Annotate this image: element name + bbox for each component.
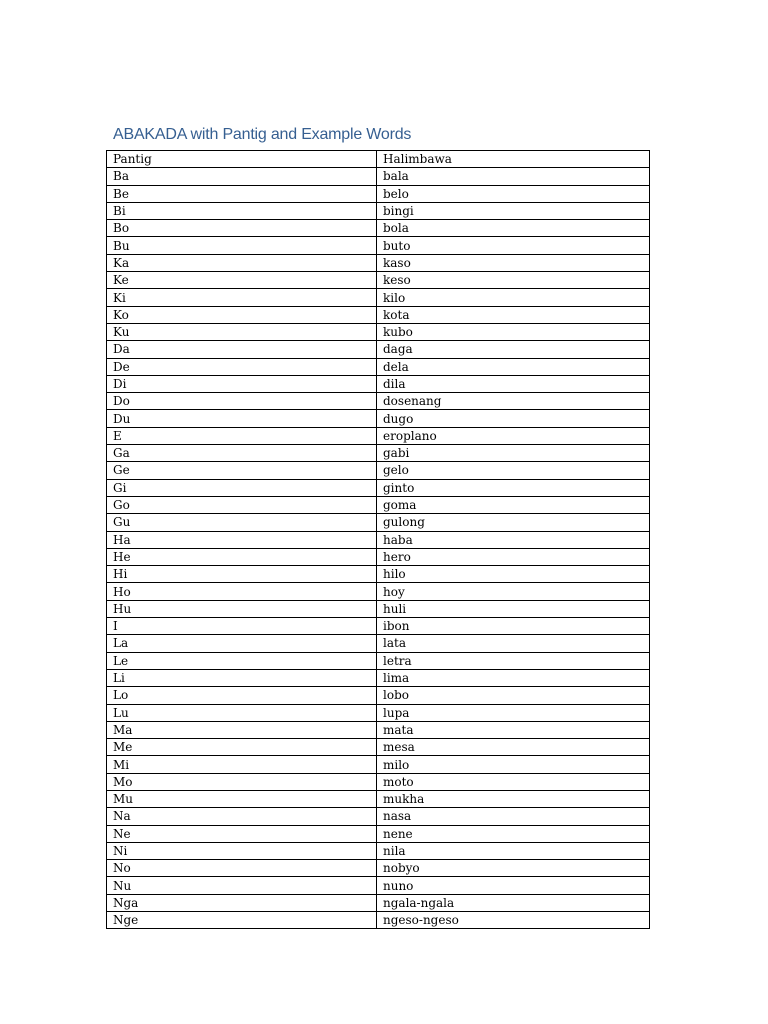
halimbawa-cell: kubo: [377, 323, 650, 340]
halimbawa-cell: ngeso-ngeso: [377, 912, 650, 929]
halimbawa-cell: mata: [377, 721, 650, 738]
halimbawa-cell: nobyo: [377, 860, 650, 877]
pantig-cell: I: [107, 618, 377, 635]
pantig-cell: Mu: [107, 790, 377, 807]
pantig-cell: Du: [107, 410, 377, 427]
pantig-cell: Go: [107, 496, 377, 513]
table-row: [107, 514, 650, 531]
pantig-cell: Ne: [107, 825, 377, 842]
halimbawa-cell: lupa: [377, 704, 650, 721]
table-row: [107, 894, 650, 911]
pantig-cell: Ge: [107, 462, 377, 479]
pantig-cell: He: [107, 548, 377, 565]
halimbawa-cell: mukha: [377, 790, 650, 807]
table-row: [107, 393, 650, 410]
halimbawa-cell: ibon: [377, 618, 650, 635]
pantig-cell: Mo: [107, 773, 377, 790]
pantig-cell: De: [107, 358, 377, 375]
halimbawa-cell: nene: [377, 825, 650, 842]
table-row: [107, 687, 650, 704]
table-row: [107, 272, 650, 289]
table-row: [107, 185, 650, 202]
halimbawa-cell: hero: [377, 548, 650, 565]
pantig-cell: Do: [107, 393, 377, 410]
table-row: [107, 289, 650, 306]
table-row: [107, 912, 650, 929]
table-body: [107, 168, 650, 929]
halimbawa-cell: ngala-ngala: [377, 894, 650, 911]
halimbawa-cell: buto: [377, 237, 650, 254]
pantig-cell: Bi: [107, 202, 377, 219]
table-row: [107, 860, 650, 877]
table-row: [107, 168, 650, 185]
halimbawa-cell: nuno: [377, 877, 650, 894]
table-row: [107, 635, 650, 652]
table-row: [107, 202, 650, 219]
table-row: [107, 790, 650, 807]
halimbawa-cell: letra: [377, 652, 650, 669]
pantig-cell: Ha: [107, 531, 377, 548]
halimbawa-cell: goma: [377, 496, 650, 513]
abakada-table: [106, 150, 650, 929]
pantig-cell: Bu: [107, 237, 377, 254]
halimbawa-cell: keso: [377, 272, 650, 289]
pantig-cell: Lo: [107, 687, 377, 704]
pantig-cell: Ni: [107, 842, 377, 859]
pantig-cell: Da: [107, 341, 377, 358]
pantig-cell: Nge: [107, 912, 377, 929]
header-halimbawa: Halimbawa: [377, 151, 650, 168]
halimbawa-cell: moto: [377, 773, 650, 790]
halimbawa-cell: lobo: [377, 687, 650, 704]
table-row: [107, 583, 650, 600]
header-row: [107, 151, 650, 168]
table-row: [107, 375, 650, 392]
halimbawa-cell: ginto: [377, 479, 650, 496]
pantig-cell: Bo: [107, 220, 377, 237]
pantig-cell: Di: [107, 375, 377, 392]
pantig-cell: Hu: [107, 600, 377, 617]
pantig-cell: Ga: [107, 445, 377, 462]
table-row: [107, 808, 650, 825]
halimbawa-cell: bingi: [377, 202, 650, 219]
page-title: ABAKADA with Pantig and Example Words: [113, 126, 412, 143]
table-row: [107, 358, 650, 375]
pantig-cell: Ka: [107, 254, 377, 271]
header-pantig: Pantig: [107, 151, 377, 168]
halimbawa-cell: mesa: [377, 739, 650, 756]
table-row: [107, 445, 650, 462]
table-row: [107, 704, 650, 721]
pantig-cell: Gu: [107, 514, 377, 531]
halimbawa-cell: milo: [377, 756, 650, 773]
table-row: [107, 427, 650, 444]
pantig-cell: Ku: [107, 323, 377, 340]
halimbawa-cell: dosenang: [377, 393, 650, 410]
halimbawa-cell: gabi: [377, 445, 650, 462]
table-row: [107, 618, 650, 635]
pantig-cell: Hi: [107, 566, 377, 583]
table-row: [107, 548, 650, 565]
pantig-cell: Ko: [107, 306, 377, 323]
table-row: [107, 739, 650, 756]
pantig-cell: Nu: [107, 877, 377, 894]
table-row: [107, 531, 650, 548]
table-row: [107, 756, 650, 773]
pantig-cell: Le: [107, 652, 377, 669]
halimbawa-cell: nila: [377, 842, 650, 859]
halimbawa-cell: bola: [377, 220, 650, 237]
pantig-cell: Ma: [107, 721, 377, 738]
halimbawa-cell: daga: [377, 341, 650, 358]
table-row: [107, 323, 650, 340]
pantig-cell: Gi: [107, 479, 377, 496]
table-row: [107, 842, 650, 859]
table-header: [107, 151, 650, 168]
halimbawa-cell: bala: [377, 168, 650, 185]
halimbawa-cell: lata: [377, 635, 650, 652]
pantig-cell: Na: [107, 808, 377, 825]
pantig-cell: Ke: [107, 272, 377, 289]
pantig-cell: La: [107, 635, 377, 652]
pantig-cell: Ho: [107, 583, 377, 600]
halimbawa-cell: eroplano: [377, 427, 650, 444]
table-row: [107, 652, 650, 669]
halimbawa-cell: kota: [377, 306, 650, 323]
pantig-cell: Mi: [107, 756, 377, 773]
table-row: [107, 496, 650, 513]
halimbawa-cell: hilo: [377, 566, 650, 583]
table-row: [107, 237, 650, 254]
halimbawa-cell: kaso: [377, 254, 650, 271]
halimbawa-cell: belo: [377, 185, 650, 202]
halimbawa-cell: kilo: [377, 289, 650, 306]
table-row: [107, 341, 650, 358]
table-row: [107, 721, 650, 738]
halimbawa-cell: dugo: [377, 410, 650, 427]
halimbawa-cell: nasa: [377, 808, 650, 825]
table-row: [107, 306, 650, 323]
halimbawa-cell: haba: [377, 531, 650, 548]
halimbawa-cell: dila: [377, 375, 650, 392]
table-row: [107, 410, 650, 427]
pantig-cell: No: [107, 860, 377, 877]
pantig-cell: Me: [107, 739, 377, 756]
pantig-cell: E: [107, 427, 377, 444]
table-row: [107, 773, 650, 790]
pantig-cell: Ba: [107, 168, 377, 185]
table-row: [107, 254, 650, 271]
halimbawa-cell: gulong: [377, 514, 650, 531]
table-row: [107, 220, 650, 237]
halimbawa-cell: gelo: [377, 462, 650, 479]
halimbawa-cell: huli: [377, 600, 650, 617]
table-row: [107, 479, 650, 496]
halimbawa-cell: lima: [377, 669, 650, 686]
table-row: [107, 825, 650, 842]
pantig-cell: Li: [107, 669, 377, 686]
pantig-cell: Nga: [107, 894, 377, 911]
halimbawa-cell: dela: [377, 358, 650, 375]
table-row: [107, 877, 650, 894]
table-row: [107, 600, 650, 617]
table-row: [107, 462, 650, 479]
pantig-cell: Lu: [107, 704, 377, 721]
pantig-cell: Ki: [107, 289, 377, 306]
halimbawa-cell: hoy: [377, 583, 650, 600]
table-row: [107, 669, 650, 686]
table-row: [107, 566, 650, 583]
pantig-cell: Be: [107, 185, 377, 202]
